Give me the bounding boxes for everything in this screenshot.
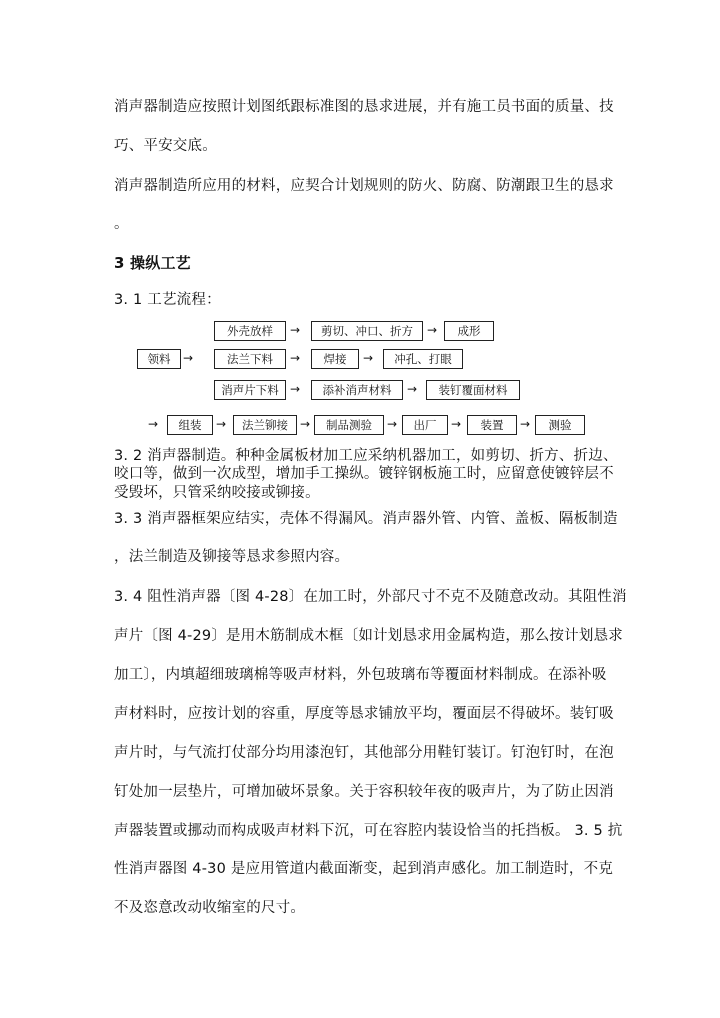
flow-arrow: → [216, 417, 227, 431]
flow-arrow: → [290, 323, 301, 337]
section-heading: 3 操纵工艺 [114, 254, 191, 272]
flow-step: 法兰铆接 [233, 415, 297, 435]
flow-step: 焊接 [311, 349, 359, 369]
section-3-4-line-8: 性消声器图 4-30 是应用管道内截面渐变，起到消声感化。加工制造时，不克 [114, 861, 614, 877]
section-3-2-line-1: 3. 2 消声器制造。种种金属板材加工应采纳机器加工，如剪切、折方、折边、 [114, 448, 618, 464]
paragraph-1-line-2: 巧、平安交底。 [114, 138, 217, 154]
flow-step: 装置 [467, 415, 517, 435]
flow-arrow: → [387, 417, 398, 431]
flow-arrow: → [148, 417, 159, 431]
flow-arrow: → [300, 417, 311, 431]
paragraph-2-line-1: 消声器制造所应用的材料，应契合计划规则的防火、防腐、防潮跟卫生的恳求 [114, 178, 614, 194]
section-3-4-line-2: 声片〔图 4-29〕是用木筋制成木框〔如计划恳求用金属构造，那么按计划恳求 [114, 628, 623, 644]
flow-arrow: → [290, 351, 301, 365]
flow-step: 测验 [535, 415, 585, 435]
flow-step: 冲孔、打眼 [383, 349, 463, 369]
flow-step: 制品测验 [314, 415, 384, 435]
section-3-2-line-2: 咬口等，做到一次成型，增加手工操纵。镀锌钢板施工时，应留意使镀锌层不 [114, 466, 614, 482]
section-3-3-line-2: ，法兰制造及铆接等恳求参照内容。 [114, 549, 350, 565]
flow-step-start: 领料 [137, 349, 181, 369]
flow-step: 消声片下料 [214, 380, 286, 400]
paragraph-1-line-1: 消声器制造应按照计划图纸跟标准图的恳求进展，并有施工员书面的质量、技 [114, 99, 614, 115]
flow-arrow: → [427, 323, 438, 337]
paragraph-2-line-2: 。 [114, 216, 129, 232]
flow-step: 剪切、冲口、折方 [311, 321, 423, 341]
section-3-4-line-1: 3. 4 阻性消声器〔图 4-28〕在加工时，外部尺寸不克不及随意改动。其阻性消 [114, 589, 627, 605]
flow-step: 成形 [444, 321, 494, 341]
section-3-4-line-3: 加工〕，内填超细玻璃棉等吸声材料，外包玻璃布等覆面材料制成。在添补吸 [114, 667, 607, 683]
flow-step: 添补消声材料 [311, 380, 403, 400]
section-3-4-line-6: 钉处加一层垫片，可增加破坏景象。关于容积较年夜的吸声片，为了防止因消 [114, 784, 614, 800]
flow-arrow: → [363, 351, 374, 365]
flow-arrow: → [290, 382, 301, 396]
flow-step: 装钉覆面材料 [426, 380, 520, 400]
flow-step: 组装 [167, 415, 213, 435]
flow-arrow: → [183, 351, 194, 365]
section-3-4-line-5: 声片时，与气流打仗部分均用漆泡钉，其他部分用鞋钉装订。钉泡钉时，在泡 [114, 745, 614, 761]
flow-step: 外壳放样 [214, 321, 286, 341]
flow-step: 出厂 [402, 415, 448, 435]
section-3-4-line-7: 声器装置或挪动而构成吸声材料下沉，可在容腔内装设恰当的托挡板。 3. 5 抗 [114, 823, 623, 839]
flow-arrow: → [520, 417, 531, 431]
section-3-2-line-3: 受毁坏，只管采纳咬接或铆接。 [114, 485, 320, 501]
process-flow-subheading: 3. 1 工艺流程： [114, 292, 221, 308]
flow-arrow: → [407, 382, 418, 396]
section-3-3-line-1: 3. 3 消声器框架应结实，壳体不得漏风。消声器外管、内管、盖板、隔板制造 [114, 511, 618, 527]
section-3-4-line-4: 声材料时，应按计划的容重，厚度等恳求铺放平均，覆面层不得破坏。装钉吸 [114, 706, 614, 722]
flow-arrow: → [451, 417, 462, 431]
flow-step: 法兰下料 [214, 349, 286, 369]
section-3-4-line-9: 不及恣意改动收缩室的尺寸。 [114, 900, 306, 916]
